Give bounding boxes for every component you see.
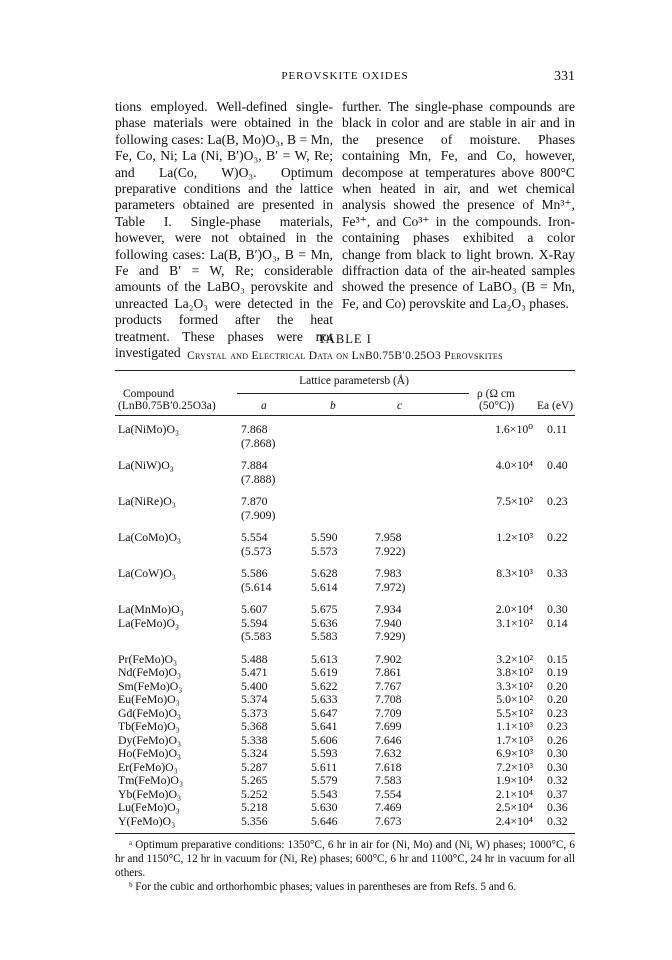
table-row <box>115 733 575 747</box>
cell-ea: 0.32 <box>547 813 568 828</box>
right-column <box>342 99 575 312</box>
cell-c: 7.767 <box>375 678 402 693</box>
cell-ea: 0.20 <box>547 678 568 693</box>
cell-compound: La(NiMo)O₃ <box>118 422 180 436</box>
table-row <box>115 458 575 472</box>
cell-rho: 1.6×10⁰ <box>495 422 533 436</box>
cell-compound: La(CoW)O₃ <box>118 566 176 580</box>
table-body <box>115 422 575 827</box>
cell-b: 5.641 <box>311 719 338 733</box>
cell-compound: La(FeMo)O₃ <box>118 615 180 630</box>
cell-a: 7.870 <box>241 494 268 508</box>
cell-c: 7.902 <box>375 651 402 666</box>
cell-a: 7.884 <box>241 458 268 472</box>
cell-rho: 2.5×10⁴ <box>495 800 533 814</box>
table-row <box>115 706 575 720</box>
table-row <box>115 472 575 486</box>
cell-compound: Sm(FeMo)O₃ <box>118 678 183 693</box>
cell-ea: 0.19 <box>547 665 568 679</box>
left-column <box>115 99 333 362</box>
table-row <box>115 787 575 801</box>
table-row <box>115 652 575 666</box>
table-row <box>115 494 575 508</box>
c-header: c <box>397 400 403 412</box>
table-label: TABLE I <box>318 332 372 346</box>
cell-c: 7.983 <box>375 566 402 580</box>
table-bottom-rule <box>115 833 575 834</box>
cell-c: 7.618 <box>375 759 402 774</box>
cell-rho: 5.5×10² <box>496 705 533 720</box>
cell-b: 5.573 <box>311 543 338 558</box>
rho-header: ρ (Ω cm <box>477 388 515 400</box>
table-row <box>115 773 575 787</box>
cell-rho: 4.0×10⁴ <box>495 458 533 472</box>
cell-c: 7.958 <box>375 530 402 544</box>
table-footnotes <box>115 838 575 894</box>
cell-compound: Gd(FeMo)O₃ <box>118 705 182 720</box>
cell-a: 5.594 <box>241 615 268 630</box>
cell-rho: 1.9×10⁴ <box>495 773 533 787</box>
table-row <box>115 746 575 760</box>
running-head <box>115 70 575 86</box>
cell-rho: 6.9×10³ <box>496 746 533 760</box>
table-row <box>115 566 575 580</box>
cell-ea: 0.23 <box>547 705 568 720</box>
table-row <box>115 616 575 630</box>
table-row <box>115 814 575 828</box>
rho-temp-header: (50°C)) <box>479 400 515 412</box>
cell-ea: 0.37 <box>547 786 568 801</box>
cell-rho: 2.4×10⁴ <box>495 813 533 828</box>
cell-b: 5.628 <box>311 566 338 580</box>
footnote-a: ᵃ Optimum preparative conditions: 1350°C, 6 hr in air for (Ni, Mo) and (Ni, W) phases; 1000°C, 6 hr and 1150°C, 12 hr in vacuum for (Ni, Re) phases; 600°C, 6 hr and 1100°C, 24 hr in vacuum for all others. <box>115 839 575 879</box>
table-header-rule <box>115 415 575 416</box>
cell-a: (5.614 <box>241 579 272 594</box>
cell-ea: 0.26 <box>547 732 568 747</box>
cell-ea: 0.32 <box>547 773 568 787</box>
running-title: PEROVSKITE OXIDES <box>281 70 409 82</box>
cell-c: 7.940 <box>375 615 402 630</box>
cell-ea: 0.30 <box>547 602 568 616</box>
cell-b: 5.583 <box>311 629 338 643</box>
cell-a: 5.338 <box>241 732 268 747</box>
cell-compound: Dy(FeMo)O₃ <box>118 732 182 747</box>
cell-b: 5.647 <box>311 705 338 720</box>
cell-ea: 0.30 <box>547 759 568 774</box>
cell-a: (5.583 <box>241 629 272 643</box>
cell-a: 5.607 <box>241 602 268 616</box>
cell-ea: 0.23 <box>547 719 568 733</box>
cell-b: 5.633 <box>311 692 338 706</box>
cell-b: 5.675 <box>311 602 338 616</box>
lattice-header: Lattice parametersb (Å) <box>299 375 409 387</box>
cell-a: 5.252 <box>241 786 268 801</box>
cell-a: 5.471 <box>241 665 268 679</box>
cell-b: 5.579 <box>311 773 338 787</box>
cell-a: (7.888) <box>241 471 276 486</box>
cell-rho: 1.7×10³ <box>496 732 533 747</box>
cell-b: 5.593 <box>311 746 338 760</box>
cell-a: 5.218 <box>241 800 268 814</box>
cell-b: 5.611 <box>311 759 338 774</box>
cell-a: (5.573 <box>241 543 272 558</box>
cell-rho: 8.3×10³ <box>496 566 533 580</box>
cell-compound: La(NiW)O₃ <box>118 458 174 472</box>
cell-ea: 0.11 <box>547 422 568 436</box>
cell-b: 5.630 <box>311 800 338 814</box>
table-row <box>115 580 575 594</box>
cell-ea: 0.30 <box>547 746 568 760</box>
cell-c: 7.699 <box>375 719 402 733</box>
table-row <box>115 436 575 450</box>
cell-b: 5.590 <box>311 530 338 544</box>
cell-rho: 3.2×10² <box>496 651 533 666</box>
cell-ea: 0.22 <box>547 530 568 544</box>
cell-compound: Lu(FeMo)O₃ <box>118 800 180 814</box>
cell-rho: 3.1×10² <box>496 615 533 630</box>
cell-c: 7.632 <box>375 746 402 760</box>
cell-a: 5.488 <box>241 651 268 666</box>
cell-a: (7.868) <box>241 435 276 450</box>
table-caption: Crystal and Electrical Data on LnB0.75B′0.25O3 Perovskites <box>187 350 503 362</box>
cell-a: 5.586 <box>241 566 268 580</box>
cell-compound: La(NiRe)O₃ <box>118 494 176 508</box>
cell-ea: 0.14 <box>547 615 568 630</box>
table-row <box>115 422 575 436</box>
cell-compound: Y(FeMo)O₃ <box>118 813 176 828</box>
table-row <box>115 719 575 733</box>
table-row <box>115 760 575 774</box>
compound-header: Compound <box>123 388 175 400</box>
cell-compound: La(CoMo)O₃ <box>118 530 182 544</box>
cell-ea: 0.20 <box>547 692 568 706</box>
cell-rho: 2.1×10⁴ <box>495 786 533 801</box>
cell-b: 5.614 <box>311 579 338 594</box>
cell-c: 7.929) <box>375 629 406 643</box>
cell-ea: 0.15 <box>547 651 568 666</box>
lattice-header-rule <box>237 393 469 394</box>
cell-rho: 1.1×10³ <box>496 719 533 733</box>
b-header: b <box>330 400 336 412</box>
cell-ea: 0.33 <box>547 566 568 580</box>
cell-compound: Yb(FeMo)O₃ <box>118 786 182 801</box>
cell-a: 5.324 <box>241 746 268 760</box>
table-row <box>115 665 575 679</box>
cell-b: 5.622 <box>311 678 338 693</box>
table-row <box>115 544 575 558</box>
table-header <box>115 371 575 415</box>
cell-compound: Tb(FeMo)O₃ <box>118 719 180 733</box>
cell-a: 5.400 <box>241 678 268 693</box>
cell-c: 7.922) <box>375 543 406 558</box>
cell-compound: Ho(FeMo)O₃ <box>118 746 182 760</box>
cell-c: 7.469 <box>375 800 402 814</box>
cell-b: 5.619 <box>311 665 338 679</box>
table-row <box>115 679 575 693</box>
cell-a: 5.368 <box>241 719 268 733</box>
cell-a: 5.554 <box>241 530 268 544</box>
cell-c: 7.709 <box>375 705 402 720</box>
cell-a: 5.356 <box>241 813 268 828</box>
table-row <box>115 629 575 643</box>
a-header: a <box>261 400 267 412</box>
footnote-b: ᵇ For the cubic and orthorhombic phases; values in parentheses are from Refs. 5 and 6. <box>129 881 517 893</box>
cell-compound: Er(FeMo)O₃ <box>118 759 178 774</box>
cell-c: 7.861 <box>375 665 402 679</box>
cell-c: 7.972) <box>375 579 406 594</box>
cell-c: 7.934 <box>375 602 402 616</box>
cell-a: 5.265 <box>241 773 268 787</box>
cell-b: 5.606 <box>311 732 338 747</box>
left-column-text: tions employed. Well-defined single-phase materials were obtained in the following cases: La(B, Mo)O₃, B = Mn, Fe, Co, Ni; La (Ni, B′)O₃, B′ = W, Re; and La(Co, W)O₃. Optimum preparative conditions and the lattice parameters obtained are presented in Table I. Single-phase materials, however, were not obtained in the following cases: La(B, B′)O₃, B = Mn, Fe and B′ = W, Re; considerable amounts of the LaBO₃ perovskite and unreacted La₂O₃ were detected in the products formed after the heat treatment. These phases were not investigated <box>115 99 333 361</box>
cell-a: 5.373 <box>241 705 268 720</box>
cell-compound: La(MnMo)O₃ <box>118 602 184 616</box>
table-row <box>115 692 575 706</box>
right-column-text: further. The single-phase compounds are black in color and are stable in air and in the presence of moisture. Phases containing Mn, Fe, and Co, however, decompose at temperatures above 800°C when heated in air, and wet chemical analysis showed the presence of Mn³⁺, Fe³⁺, and Co³⁺ in the compounds. Iron-containing phases exhibited a color change from black to light brown. X-Ray diffraction data of the air-heated samples showed the presence of LaBO₃ (B = Mn, Fe, and Co) perovskite and La₂O₃ phases. <box>342 99 575 311</box>
table-row <box>115 602 575 616</box>
cell-ea: 0.23 <box>547 494 568 508</box>
table-row <box>115 508 575 522</box>
cell-rho: 3.8×10² <box>496 665 533 679</box>
cell-ea: 0.40 <box>547 458 568 472</box>
cell-rho: 7.5×10² <box>496 494 533 508</box>
cell-a: 5.374 <box>241 692 268 706</box>
cell-a: (7.909) <box>241 507 276 522</box>
table-1 <box>115 332 575 894</box>
table-row <box>115 800 575 814</box>
cell-b: 5.613 <box>311 651 338 666</box>
cell-c: 7.554 <box>375 786 402 801</box>
cell-compound: Pr(FeMo)O₃ <box>118 651 178 666</box>
cell-b: 5.543 <box>311 786 338 801</box>
cell-rho: 1.2×10³ <box>496 530 533 544</box>
ea-header: Ea (eV) <box>537 400 574 412</box>
table-row <box>115 530 575 544</box>
cell-b: 5.646 <box>311 813 338 828</box>
cell-ea: 0.36 <box>547 800 568 814</box>
cell-c: 7.583 <box>375 773 402 787</box>
cell-c: 7.646 <box>375 732 402 747</box>
cell-compound: Tm(FeMo)O₃ <box>118 773 184 787</box>
cell-rho: 3.3×10² <box>496 678 533 693</box>
cell-compound: Eu(FeMo)O₃ <box>118 692 180 706</box>
cell-rho: 7.2×10³ <box>496 759 533 774</box>
cell-b: 5.636 <box>311 615 338 630</box>
cell-c: 7.708 <box>375 692 402 706</box>
cell-rho: 2.0×10⁴ <box>495 602 533 616</box>
cell-a: 5.287 <box>241 759 268 774</box>
cell-c: 7.673 <box>375 813 402 828</box>
page-number: 331 <box>554 69 575 84</box>
cell-rho: 5.0×10² <box>496 692 533 706</box>
cell-compound: Nd(FeMo)O₃ <box>118 665 182 679</box>
cell-a: 7.868 <box>241 422 268 436</box>
compound-formula-header: (LnB0.75B′0.25O3a) <box>118 400 216 412</box>
